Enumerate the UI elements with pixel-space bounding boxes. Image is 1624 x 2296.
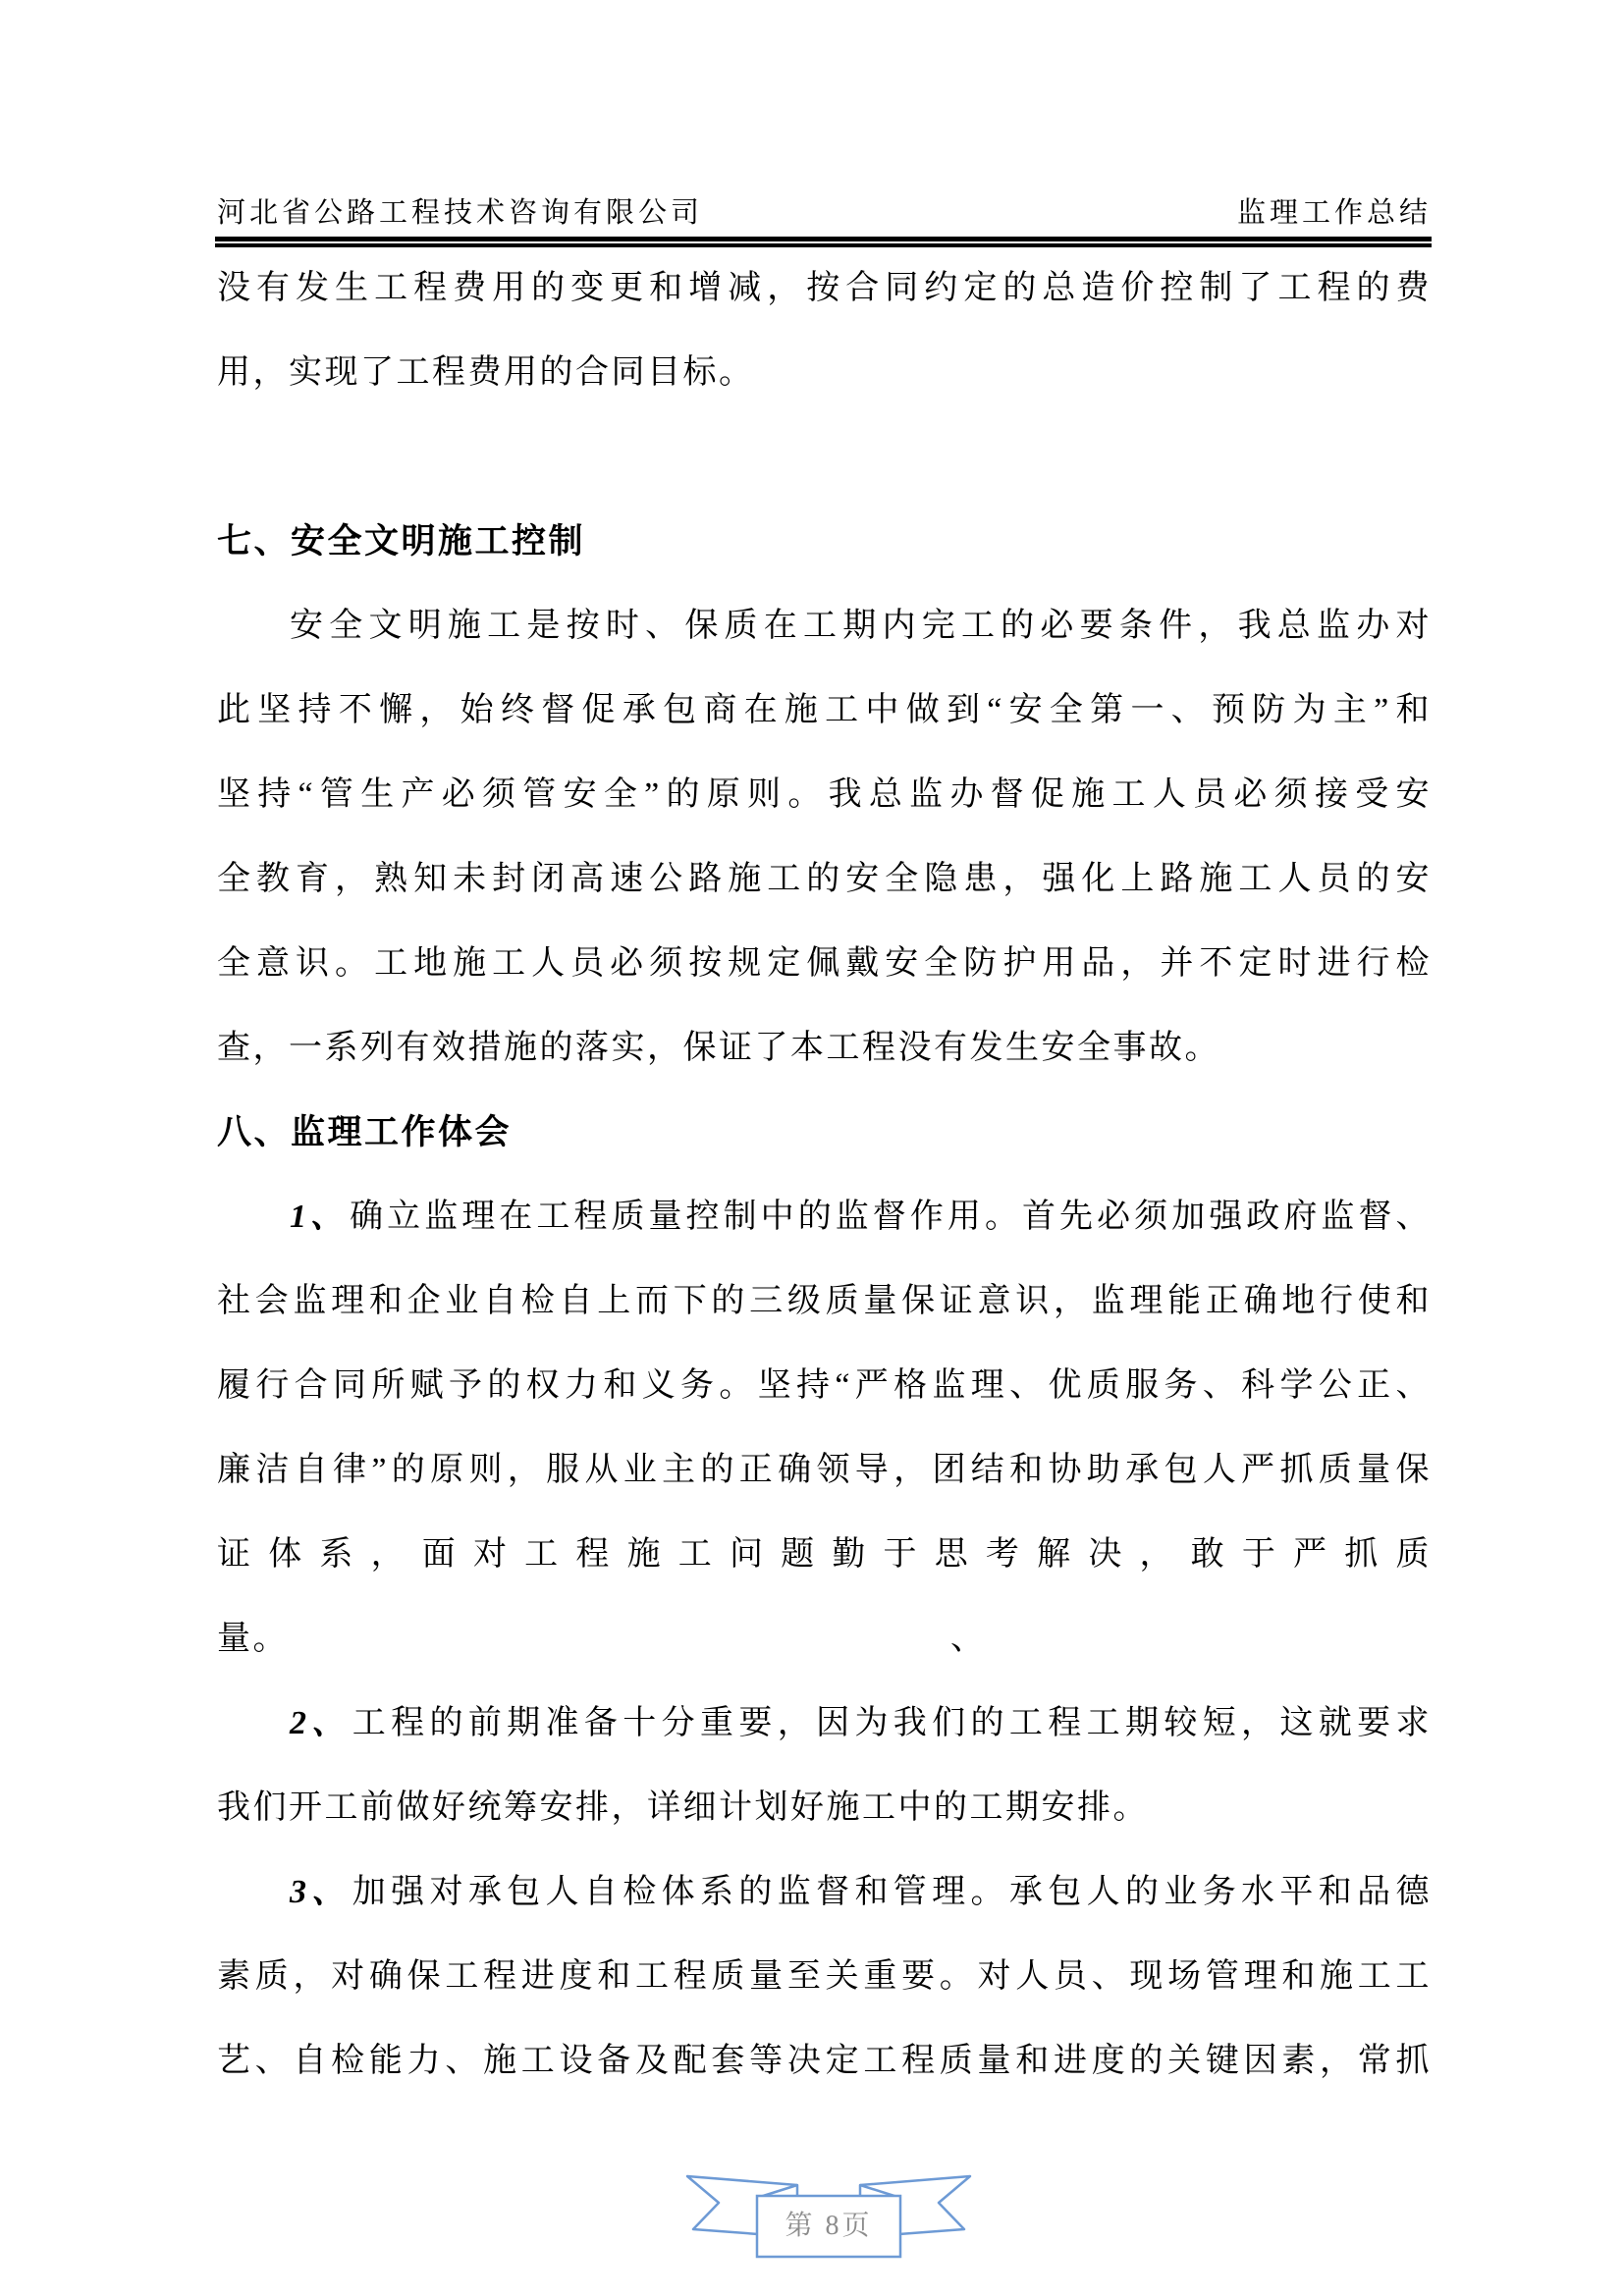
blank-line	[217, 415, 1432, 500]
text-run: 加强对承包人自检体系的监督和管理。承包人的业务水平和品德	[352, 1874, 1432, 1910]
page-footer	[681, 2167, 976, 2262]
page-number-label: 第 8页	[785, 2211, 873, 2241]
section-heading-eight: 八、监理工作体会	[217, 1113, 513, 1151]
list-number: 1、	[290, 1199, 349, 1235]
text-line: 用，实现了工程费用的合同目标。	[217, 354, 755, 391]
text-line: 查，一系列有效措施的落实，保证了本工程没有发生安全事故。	[217, 1030, 1220, 1066]
list-number: 3、	[290, 1874, 351, 1910]
text-line: 全教育，熟知未封闭高速公路施工的安全隐患，强化上路施工人员的安	[217, 861, 1432, 897]
text-line: 没有发生工程费用的变更和增减，按合同约定的总造价控制了工程的费	[217, 270, 1432, 306]
text-line	[217, 1175, 1432, 1259]
text-line	[217, 1682, 1432, 1766]
stray-punctuation: 、	[950, 1621, 987, 1657]
header-doc-title: 监理工作总结	[1236, 197, 1432, 229]
text-run: 确立监理在工程质量控制中的监督作用。首先必须加强政府监督、	[350, 1199, 1432, 1235]
text-line: 全意识。工地施工人员必须按规定佩戴安全防护用品，并不定时进行检	[217, 945, 1432, 982]
text-line: 安全文明施工是按时、保质在工期内完工的必要条件，我总监办对	[290, 608, 1432, 644]
document-body	[217, 246, 1432, 2104]
text-line: 我们开工前做好统筹安排，详细计划好施工中的工期安排。	[217, 1789, 1149, 1826]
text-line: 廉洁自律”的原则，服从业主的正确领导，团结和协助承包人严抓质量保	[217, 1452, 1432, 1488]
text-line: 履行合同所赋予的权力和义务。坚持“严格监理、优质服务、科学公正、	[217, 1367, 1432, 1404]
text-line: 此坚持不懈，始终督促承包商在施工中做到“安全第一、预防为主”和	[217, 692, 1432, 728]
text-line	[217, 1597, 1432, 1682]
section-heading-seven: 七、安全文明施工控制	[217, 522, 586, 561]
header-company-name: 河北省公路工程技术咨询有限公司	[217, 197, 704, 229]
text-line: 素质，对确保工程进度和工程质量至关重要。对人员、现场管理和施工工	[217, 1958, 1432, 1995]
text-line	[217, 1850, 1432, 1935]
text-line: 社会监理和企业自检自上而下的三级质量保证意识，监理能正确地行使和	[217, 1283, 1432, 1319]
text-line: 证体系，面对工程施工问题勤于思考解决，敢于严抓质	[217, 1536, 1432, 1573]
text-line: 坚持“管生产必须管安全”的原则。我总监办督促施工人员必须接受安	[217, 776, 1432, 813]
text-run: 量。	[217, 1621, 289, 1657]
text-run: 工程的前期准备十分重要，因为我们的工程工期较短，这就要求	[352, 1705, 1432, 1741]
list-number: 2、	[290, 1705, 351, 1741]
page-header	[217, 190, 1432, 231]
text-line: 艺、自检能力、施工设备及配套等决定工程质量和进度的关键因素，常抓	[217, 2043, 1432, 2079]
